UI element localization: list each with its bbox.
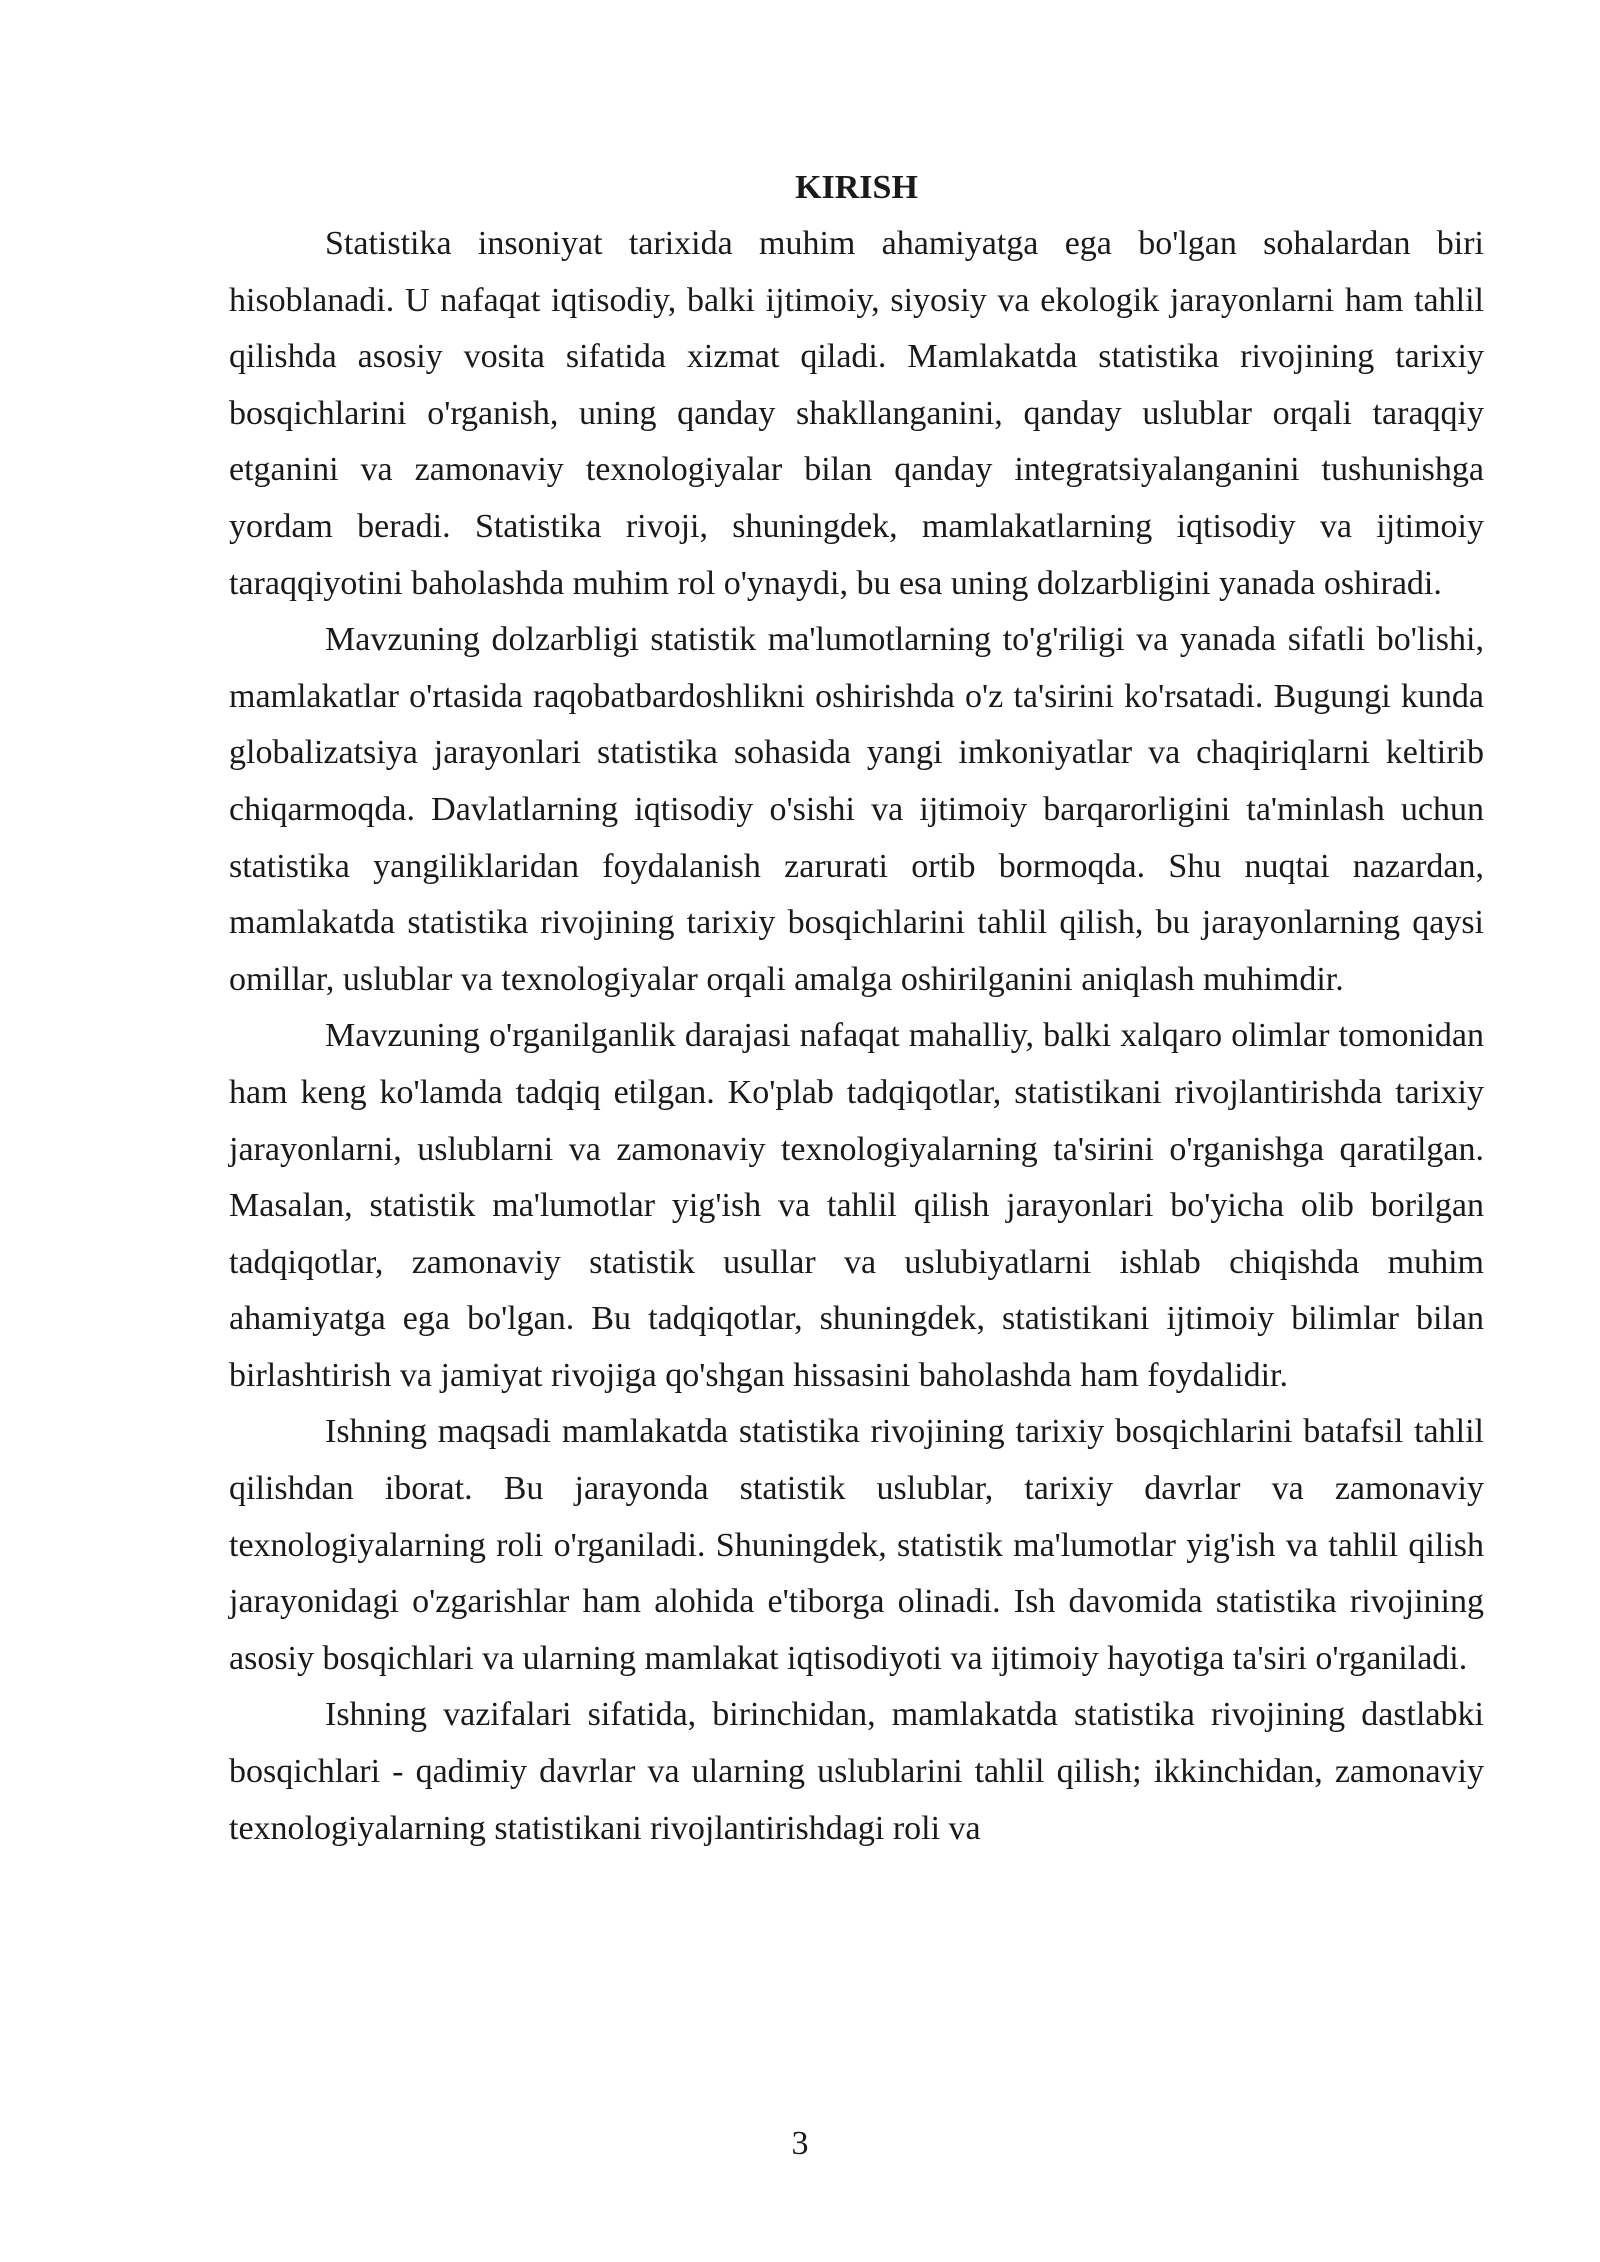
paragraph-introduction: Statistika insoniyat tarixida muhim ahamiyatga ega bo'lgan sohalardan biri hisoblanadi. U nafaqat iqtisodiy, balki ijtimoiy, siyosiy va ekologik jarayonlarni ham tahlil qilishda asosiy vosita sifatida xizmat qiladi. Mamlakatda statistika rivojining tarixiy bosqichlarini o'rganish, uning qanday shakllanganini, qanday uslublar orqali taraqqiy etganini va zamonaviy texnologiyalar bilan qanday integratsiyalanganini tushunishga yordam beradi. Statistika rivoji, shuningdek, mamlakatlarning iqtisodiy va ijtimoiy taraqqiyotini baholashda muhim rol o'ynaydi, bu esa uning dolzarbligini yanada oshiradi. xyxy=(229,225,1484,602)
paragraph-study-level: Mavzuning o'rganilganlik darajasi nafaqat mahalliy, balki xalqaro olimlar tomonidan ham keng ko'lamda tadqiq etilgan. Ko'plab tadqiqotlar, statistikani rivojlantirishda tarixiy jarayonlarni, uslublarni va zamonaviy texnologiyalarning ta'sirini o'rganishga qaratilgan. Masalan, statistik ma'lumotlar yig'ish va tahlil qilish jarayonlari bo'yicha olib borilgan tadqiqotlar, zamonaviy statistik usullar va uslubiyatlarni ishlab chiqishda muhim ahamiyatga ega bo'lgan. Bu tadqiqotlar, shuningdek, statistikani ijtimoiy bilimlar bilan birlashtirish va jamiyat rivojiga qo'shgan hissasini baholashda ham foydalidir. xyxy=(229,1017,1484,1394)
page-title: KIRISH xyxy=(795,169,918,206)
page-content xyxy=(229,160,1484,1857)
page-number: 3 xyxy=(791,2125,809,2162)
paragraph-tasks: Ishning vazifalari sifatida, birinchidan, mamlakatda statistika rivojining dastlabki bosqichlari - qadimiy davrlar va ularning uslublarini tahlil qilish; ikkinchidan, zamonaviy texnologiyalarning statistikani rivojlantirishdagi roli va xyxy=(229,1696,1484,1847)
paragraph-goal: Ishning maqsadi mamlakatda statistika rivojining tarixiy bosqichlarini batafsil tahlil qilishdan iborat. Bu jarayonda statistik uslublar, tarixiy davrlar va zamonaviy texnologiyalarning roli o'rganiladi. Shuningdek, statistik ma'lumotlar yig'ish va tahlil qilish jarayonidagi o'zgarishlar ham alohida e'tiborga olinadi. Ish davomida statistika rivojining asosiy bosqichlari va ularning mamlakat iqtisodiyoti va ijtimoiy hayotiga ta'siri o'rganiladi. xyxy=(229,1413,1484,1677)
paragraph-relevance: Mavzuning dolzarbligi statistik ma'lumotlarning to'g'riligi va yanada sifatli bo'lishi, mamlakatlar o'rtasida raqobatbardoshlikni oshirishda o'z ta'sirini ko'rsatadi. Bugungi kunda globalizatsiya jarayonlari statistika sohasida yangi imkoniyatlar va chaqiriqlarni keltirib chiqarmoqda. Davlatlarning iqtisodiy o'sishi va ijtimoiy barqarorligini ta'minlash uchun statistika yangiliklaridan foydalanish zarurati ortib bormoqda. Shu nuqtai nazardan, mamlakatda statistika rivojining tarixiy bosqichlarini tahlil qilish, bu jarayonlarning qaysi omillar, uslublar va texnologiyalar orqali amalga oshirilganini aniqlash muhimdir. xyxy=(229,621,1484,998)
